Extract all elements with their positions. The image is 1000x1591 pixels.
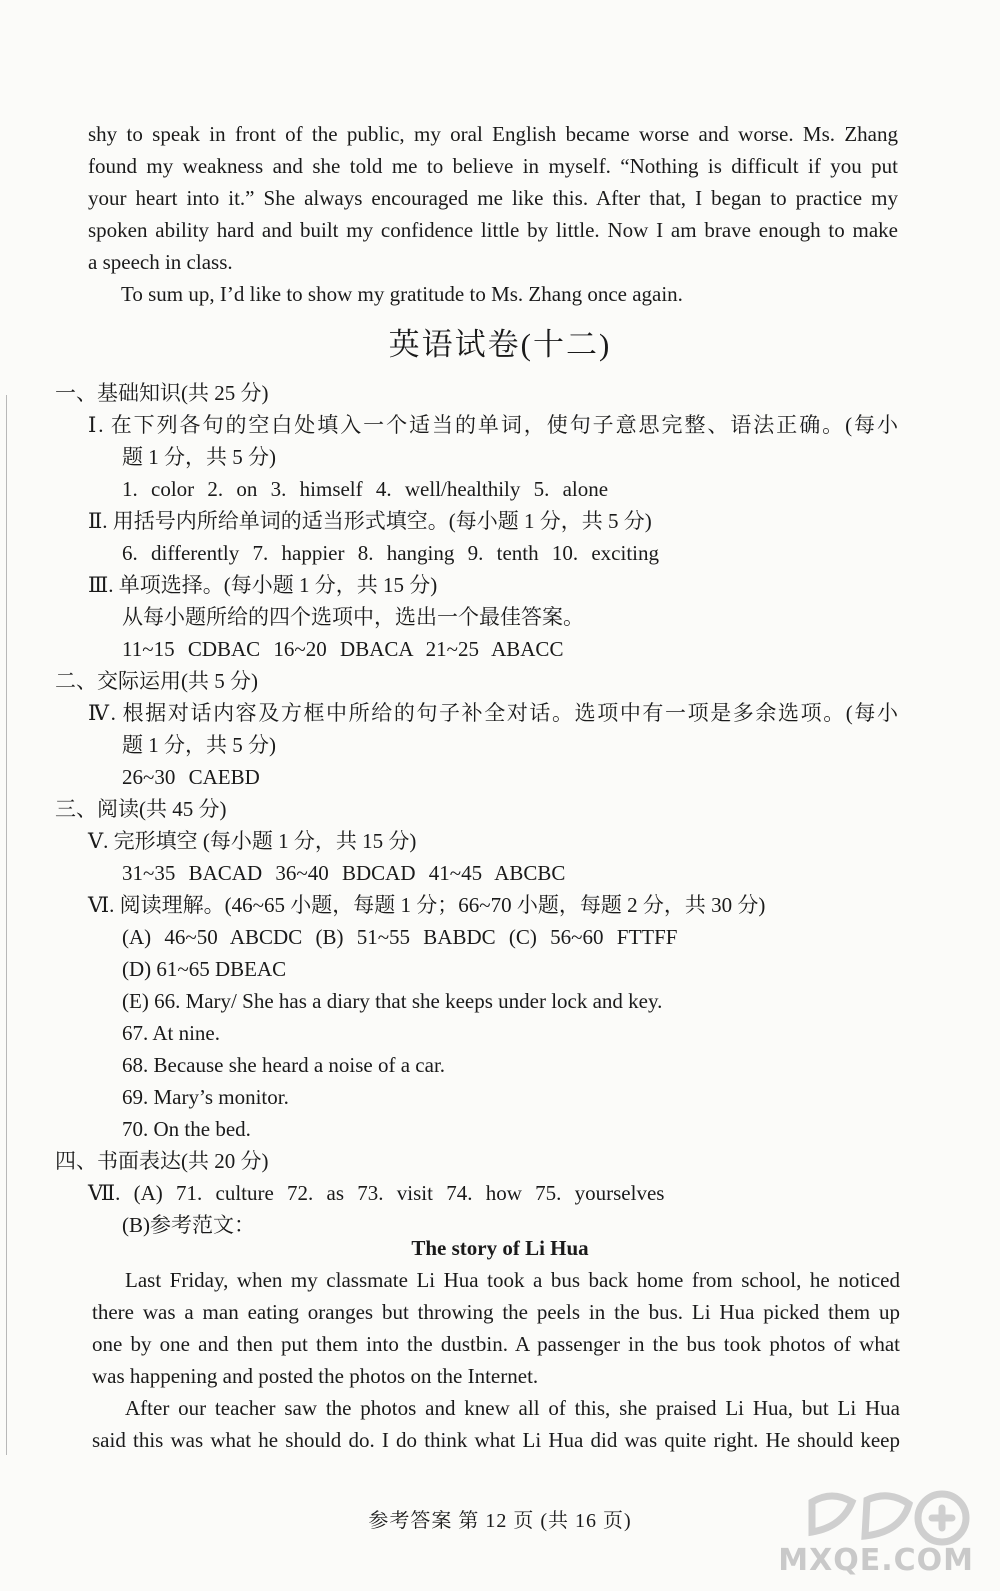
question-instruction: 从每小题所给的四个选项中，选出一个最佳答案。 (122, 605, 584, 629)
answer-line: 70. On the bed. (122, 1117, 251, 1141)
essay-line: shy to speak in front of the public, my oral English became worse and worse. Ms. Zhang (88, 122, 898, 146)
essay-closing: To sum up, I’d like to show my gratitude to Ms. Zhang once again. (121, 282, 683, 306)
essay-line: your heart into it.” She always encouraged me like this. After that, I began to practice my (88, 186, 898, 210)
watermark-logo (772, 1482, 982, 1582)
question-heading: Ⅴ. 完形填空 (每小题 1 分，共 15 分) (88, 829, 417, 853)
question-heading: Ⅳ. 根据对话内容及方框中所给的句子补全对话。选项中有一项是多余选项。(每小 (88, 701, 898, 725)
answer-line: 67. At nine. (122, 1021, 220, 1045)
page-footer: 参考答案 第 12 页 (共 16 页) (368, 1510, 632, 1532)
answer-line: 1. color 2. on 3. himself 4. well/healthily 5. alone (122, 477, 609, 501)
essay-line: was happening and posted the photos on the Internet. (92, 1364, 539, 1388)
answer-line: 68. Because she heard a noise of a car. (122, 1053, 446, 1077)
essay-line: Last Friday, when my classmate Li Hua took a bus back home from school, he noticed (125, 1268, 900, 1292)
section-heading: 一、基础知识(共 25 分) (55, 381, 269, 405)
binding-margin-line (6, 395, 7, 1455)
exam-title: 英语试卷(十二) (388, 327, 612, 362)
question-heading: Ⅰ. 在下列各句的空白处填入一个适当的单词，使句子意思完整、语法正确。(每小 (88, 413, 898, 437)
answer-line: 69. Mary’s monitor. (122, 1085, 289, 1109)
question-heading-cont: 题 1 分，共 5 分) (122, 445, 276, 469)
answer-line: (E) 66. Mary/ She has a diary that she keeps under lock and key. (122, 989, 663, 1013)
sample-essay-title: The story of Li Hua (411, 1236, 589, 1260)
essay-line: a speech in class. (88, 250, 233, 274)
section-heading: 三、阅读(共 45 分) (55, 797, 227, 821)
answer-line: 11~15 CDBAC 16~20 DBACA 21~25 ABACC (122, 637, 564, 661)
question-heading: Ⅱ. 用括号内所给单词的适当形式填空。(每小题 1 分，共 5 分) (88, 509, 652, 533)
essay-line: After our teacher saw the photos and knew all of this, she praised Li Hua, but Li Hua (125, 1396, 900, 1420)
answer-line: (A) 46~50 ABCDC (B) 51~55 BABDC (C) 56~60 FTTFF (122, 925, 678, 949)
answer-line: 26~30 CAEBD (122, 765, 260, 789)
essay-line: said this was what he should do. I do think what Li Hua did was quite right. He should keep (92, 1428, 900, 1452)
answer-line: (D) 61~65 DBEAC (122, 957, 287, 981)
answer-line: 6. differently 7. happier 8. hanging 9. tenth 10. exciting (122, 541, 660, 565)
question-heading: Ⅲ. 单项选择。(每小题 1 分，共 15 分) (88, 573, 438, 597)
answer-line: Ⅶ. (A) 71. culture 72. as 73. visit 74. how 75. yourselves (88, 1181, 665, 1205)
watermark-text: MXQE.COM (778, 1543, 974, 1578)
essay-line: there was a man eating oranges but throwing the peels in the bus. Li Hua picked them up (92, 1300, 900, 1324)
essay-line: one by one and then put them into the dustbin. A passenger in the bus took photos of what (92, 1332, 900, 1356)
sample-essay-label: (B)参考范文： (122, 1213, 255, 1237)
essay-line: found my weakness and she told me to believe in myself. “Nothing is difficult if you put (88, 154, 898, 178)
section-heading: 四、书面表达(共 20 分) (55, 1149, 269, 1173)
question-heading: Ⅵ. 阅读理解。(46~65 小题，每题 1 分；66~70 小题，每题 2 分，共 30 分) (88, 893, 766, 917)
essay-line: spoken ability hard and built my confidence little by little. Now I am brave enough to make (88, 218, 898, 242)
question-heading-cont: 题 1 分，共 5 分) (122, 733, 276, 757)
answer-line: 31~35 BACAD 36~40 BDCAD 41~45 ABCBC (122, 861, 566, 885)
section-heading: 二、交际运用(共 5 分) (55, 669, 258, 693)
